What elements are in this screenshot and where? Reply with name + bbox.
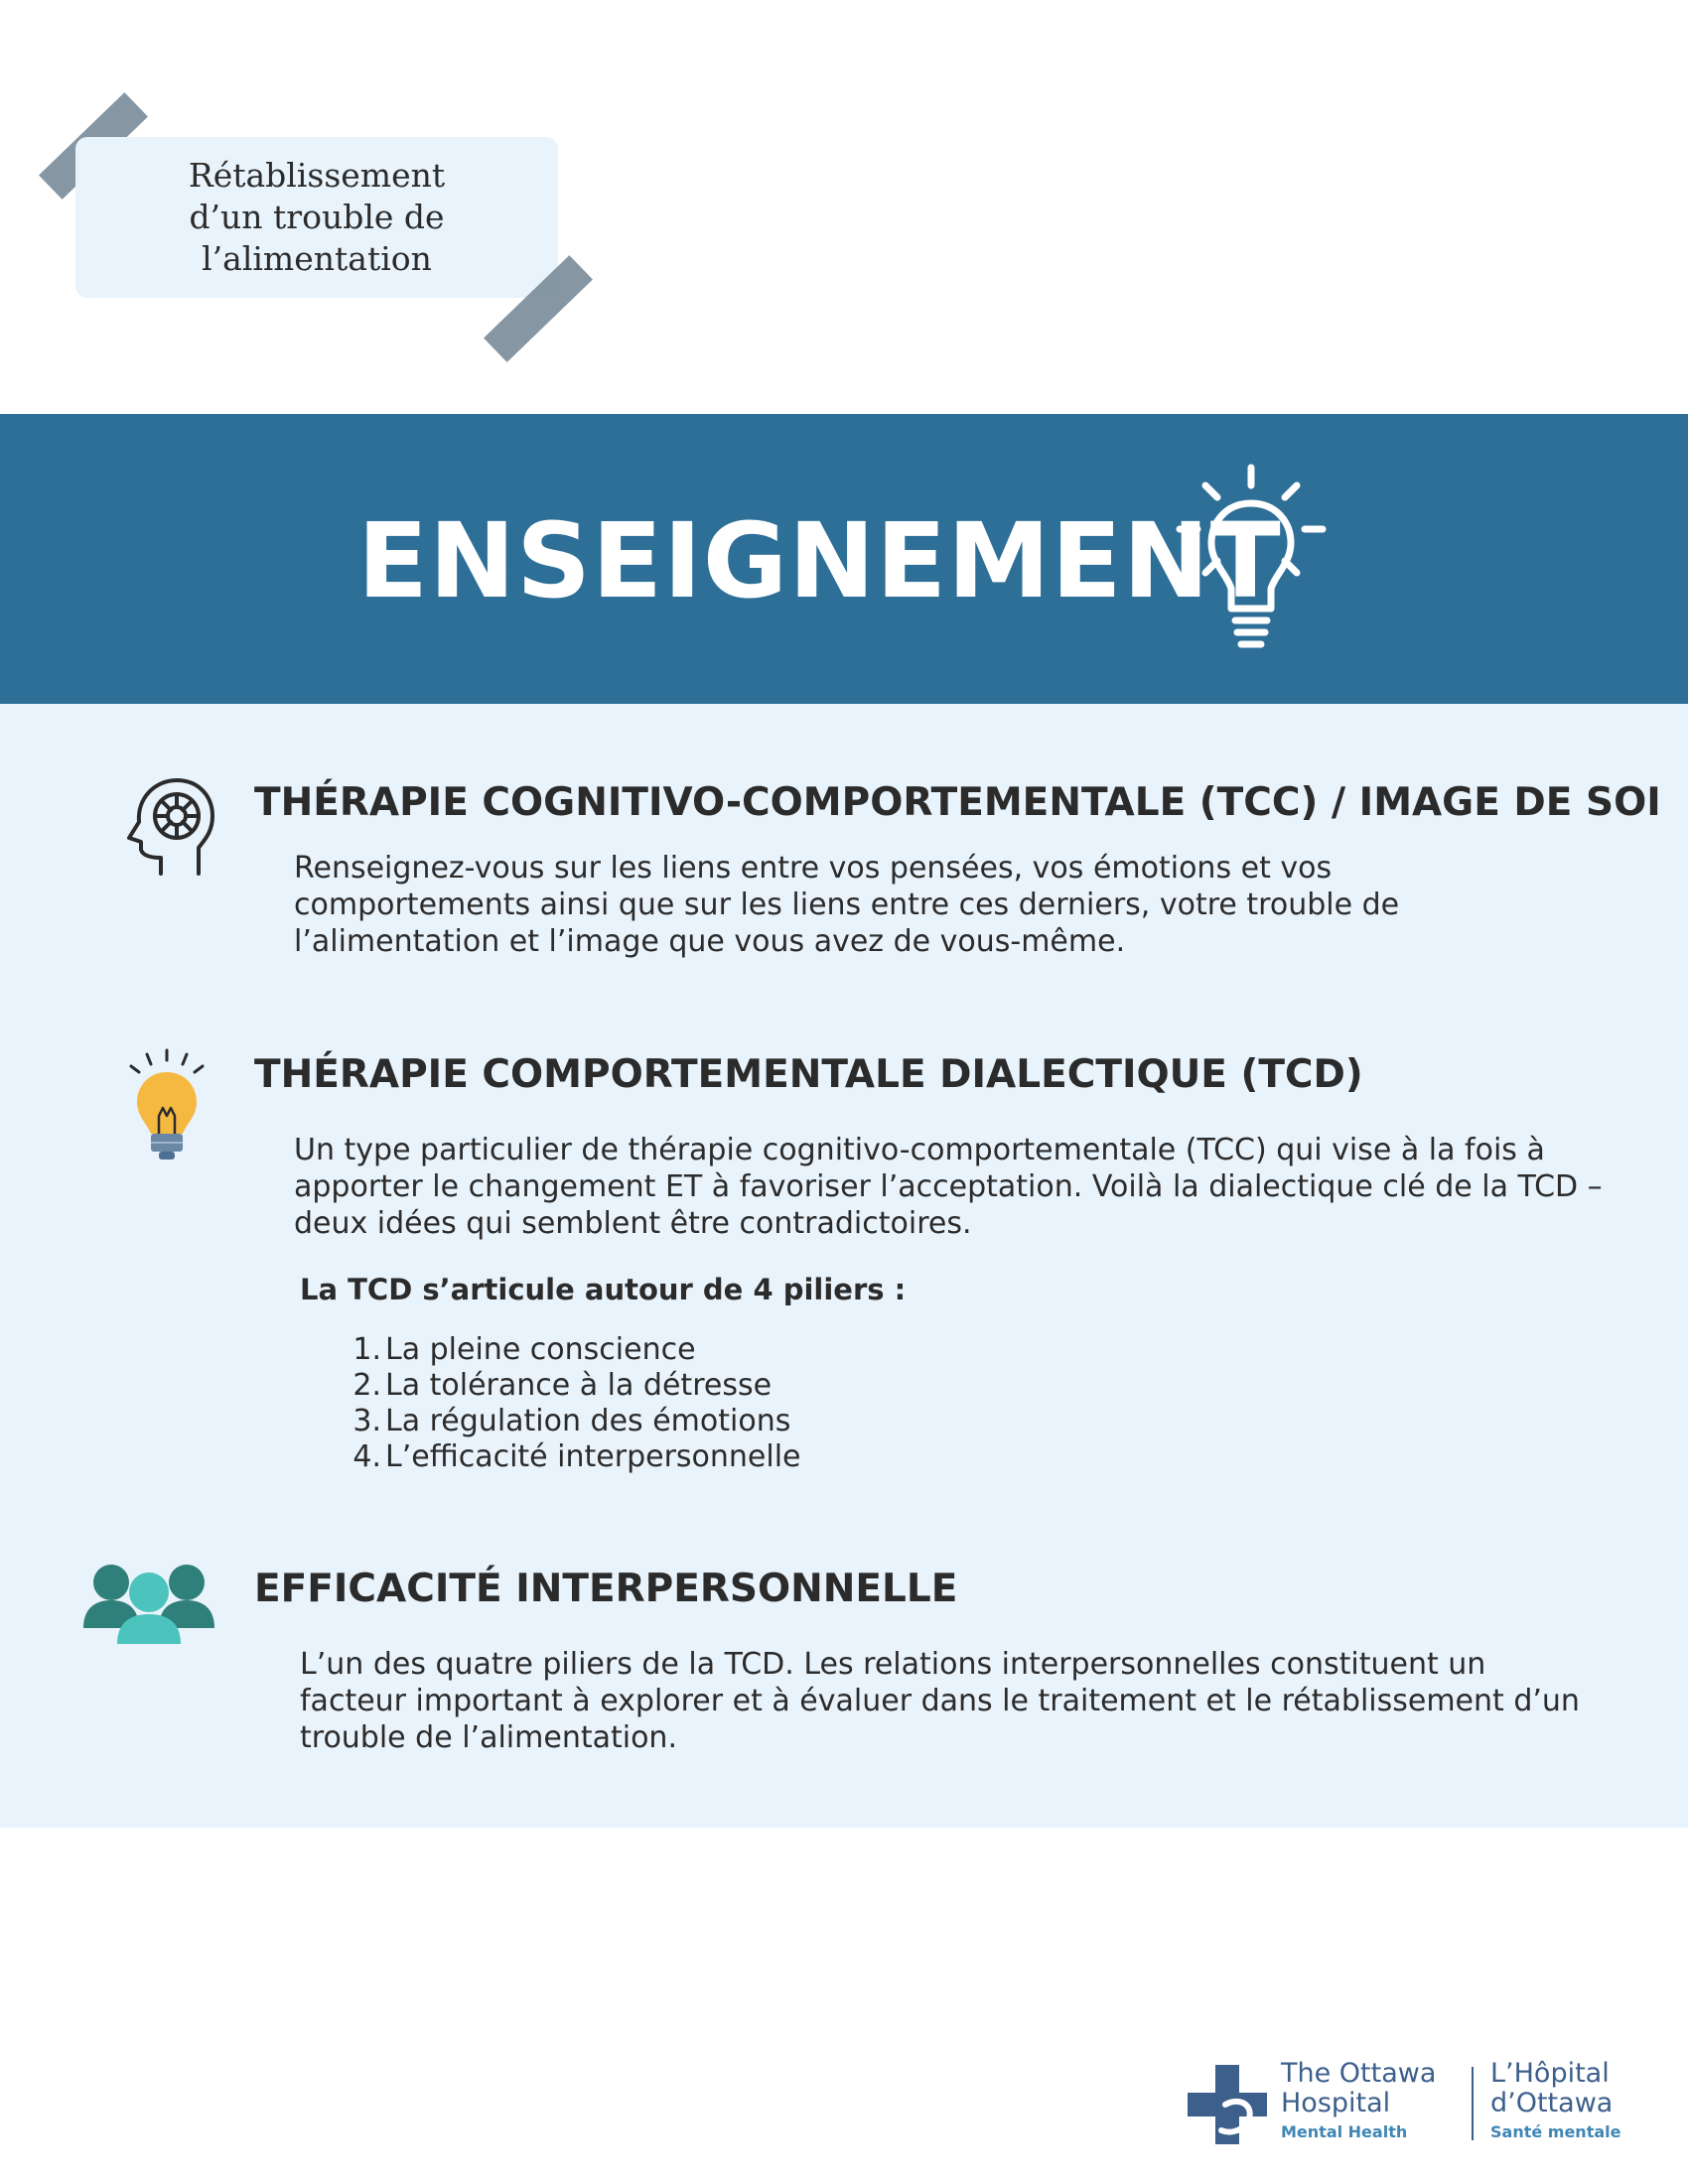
list-item: 2. La tolérance à la détresse xyxy=(352,1368,773,1403)
lightbulb-outline-icon xyxy=(1172,464,1331,662)
text-line: deux idées qui semblent être contradictoires. xyxy=(294,1206,972,1241)
list-item: 1. La pleine conscience xyxy=(352,1332,696,1367)
section-heading-tcd: THÉRAPIE COMPORTEMENTALE DIALECTIQUE (TCD) xyxy=(254,1052,1363,1097)
logo-divider xyxy=(1472,2067,1474,2140)
text-line: apporter le changement ET à favoriser l’acceptation. Voilà la dialectique clé de la TCD – xyxy=(294,1169,1603,1204)
page-title: ENSEIGNEMENT xyxy=(357,500,1282,621)
section-heading-tcc: THÉRAPIE COGNITIVO-COMPORTEMENTALE (TCC) / IMAGE DE SOI xyxy=(254,780,1661,825)
text-line: Un type particulier de thérapie cognitivo-comportementale (TCC) qui vise à la fois à xyxy=(294,1133,1545,1167)
logo-name-line: d’Ottawa xyxy=(1490,2088,1614,2118)
text-line: trouble de l’alimentation. xyxy=(300,1720,677,1755)
hospital-logo xyxy=(1182,2055,1638,2154)
pillars-subheading: La TCD s’articule autour de 4 piliers : xyxy=(300,1273,907,1306)
logo-subtitle: Santé mentale xyxy=(1490,2122,1621,2141)
text-line: comportements ainsi que sur les liens entre ces derniers, votre trouble de xyxy=(294,887,1400,922)
note-line: l’alimentation xyxy=(202,239,432,278)
hospital-cross-icon xyxy=(1188,2065,1267,2144)
title-banner xyxy=(0,414,1688,704)
topic-note-text xyxy=(169,155,465,280)
pillars-list xyxy=(352,1332,801,1475)
text-line: facteur important à explorer et à évaluer dans le traitement et le rétablissement d’un xyxy=(300,1684,1580,1718)
section-text-tcc xyxy=(294,850,1399,960)
lightbulb-icon xyxy=(125,1046,209,1165)
list-item: 4. L’efficacité interpersonnelle xyxy=(352,1439,801,1474)
people-group-icon xyxy=(81,1561,216,1646)
logo-name-line: L’Hôpital xyxy=(1490,2058,1610,2089)
text-line: Renseignez-vous sur les liens entre vos pensées, vos émotions et vos xyxy=(294,851,1333,886)
section-text-efficacite xyxy=(300,1646,1580,1756)
note-line: Rétablissement xyxy=(188,156,446,195)
text-line: l’alimentation et l’image que vous avez de vous-même. xyxy=(294,924,1126,959)
logo-name-line: The Ottawa xyxy=(1281,2058,1437,2089)
section-text-tcd xyxy=(294,1132,1603,1242)
logo-french xyxy=(1490,2059,1620,2141)
logo-english xyxy=(1281,2059,1436,2141)
text-line: L’un des quatre piliers de la TCD. Les relations interpersonnelles constituent un xyxy=(300,1647,1486,1682)
list-item: 3. La régulation des émotions xyxy=(352,1404,791,1438)
logo-name-line: Hospital xyxy=(1281,2088,1391,2118)
topic-note-card xyxy=(75,137,558,298)
note-line: d’un trouble de xyxy=(189,198,445,236)
logo-subtitle: Mental Health xyxy=(1281,2122,1408,2141)
section-heading-efficacite: EFFICACITÉ INTERPERSONNELLE xyxy=(254,1567,958,1611)
brain-head-icon xyxy=(121,774,216,878)
